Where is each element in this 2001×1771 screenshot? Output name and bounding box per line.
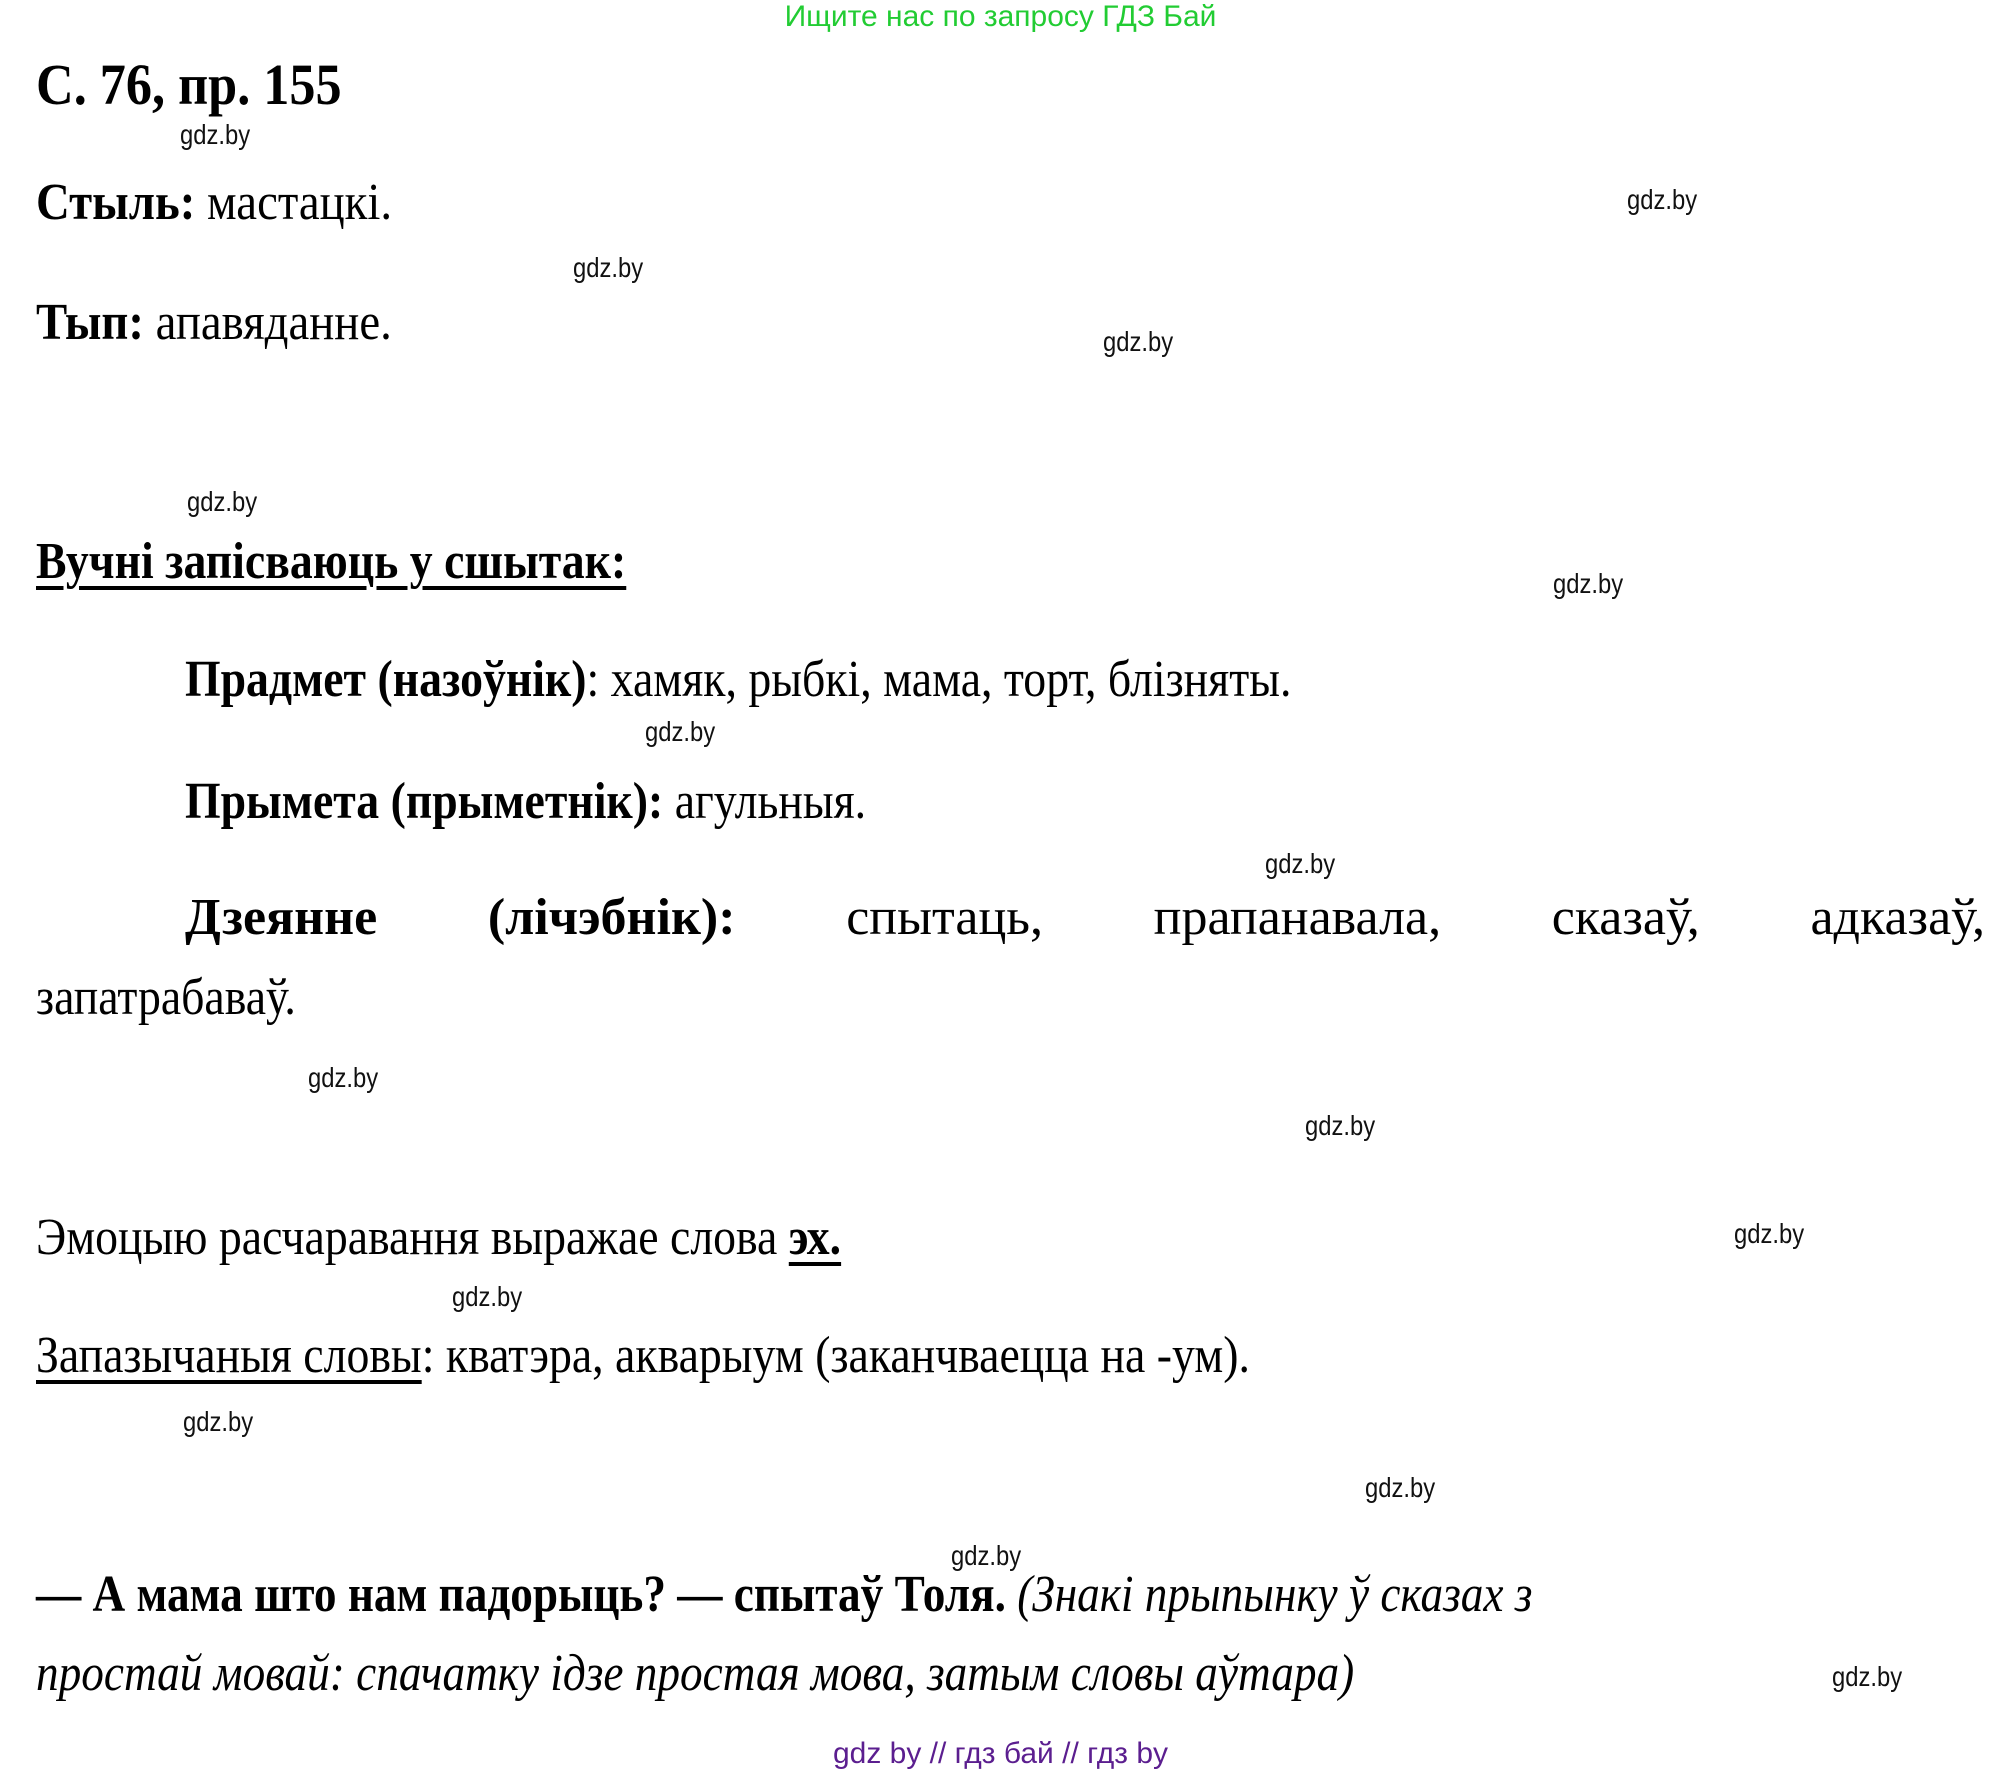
action-word: сказаў, — [1551, 889, 1700, 946]
action-word: адказаў, — [1810, 889, 1985, 946]
subject-line — [185, 650, 1291, 710]
watermark: gdz.by — [187, 486, 258, 517]
action-continuation: запатрабаваў. — [36, 969, 296, 1026]
type-line — [36, 293, 392, 353]
page-title: С. 76, пр. 155 — [36, 52, 342, 117]
search-banner: Ищите нас по запросу ГДЗ Бай — [784, 0, 1217, 33]
watermark: gdz.by — [645, 716, 716, 747]
dialogue-note-1: (Знакі прыпынку ў сказах з — [1005, 1566, 1533, 1623]
section-heading: Вучні запісваюць у сшытак: — [36, 533, 627, 590]
emotion-line — [36, 1208, 841, 1268]
attribute-line — [185, 772, 866, 832]
footer-watermark: gdz by // гдз бай // гдз by — [832, 1737, 1169, 1770]
type-value: апавяданне. — [143, 294, 392, 351]
subject-value: хамяк, рыбкі, мама, торт, блізняты. — [599, 651, 1292, 708]
attribute-label: Прымета (прыметнік): — [185, 773, 664, 830]
dialogue-speech: — А мама што нам падорыць? — спытаў Толя. — [36, 1566, 1006, 1623]
watermark: gdz.by — [1265, 848, 1336, 879]
style-label: Стыль: — [36, 174, 196, 231]
action-line — [185, 888, 1985, 948]
style-value: мастацкі. — [195, 174, 393, 231]
action-word: прапанавала, — [1153, 889, 1442, 946]
action-word: Дзеянне — [185, 889, 378, 946]
watermark: gdz.by — [1832, 1661, 1903, 1692]
action-word: (лічэбнік): — [487, 889, 736, 946]
emotion-word: эх. — [788, 1209, 842, 1266]
watermark: gdz.by — [308, 1062, 379, 1093]
watermark: gdz.by — [1305, 1110, 1376, 1141]
borrowed-label: Запазычаныя словы — [36, 1327, 422, 1384]
type-label: Тып: — [36, 294, 144, 351]
watermark: gdz.by — [1553, 568, 1624, 599]
watermark: gdz.by — [1734, 1218, 1805, 1249]
watermark: gdz.by — [573, 252, 644, 283]
watermark: gdz.by — [183, 1406, 254, 1437]
borrowed-value: : кватэра, акварыум (заканчваецца на -ум). — [421, 1327, 1250, 1384]
watermark: gdz.by — [951, 1540, 1022, 1571]
subject-colon: : — [586, 651, 600, 708]
watermark: gdz.by — [452, 1281, 523, 1312]
dialogue-note-2: простай мовай: спачатку ідзе простая мова, затым словы аўтара) — [36, 1645, 1355, 1702]
dialogue-line-1 — [36, 1565, 1532, 1625]
watermark: gdz.by — [1365, 1472, 1436, 1503]
subject-label: Прадмет (назоўнік) — [185, 651, 587, 708]
style-line — [36, 173, 392, 233]
watermark: gdz.by — [1103, 326, 1174, 357]
attribute-value: агульныя. — [663, 773, 867, 830]
watermark: gdz.by — [1627, 184, 1698, 215]
action-word: спытаць, — [846, 889, 1044, 946]
borrowed-line — [36, 1326, 1250, 1386]
watermark: gdz.by — [180, 119, 251, 150]
emotion-text: Эмоцыю расчаравання выражае слова — [36, 1209, 789, 1266]
